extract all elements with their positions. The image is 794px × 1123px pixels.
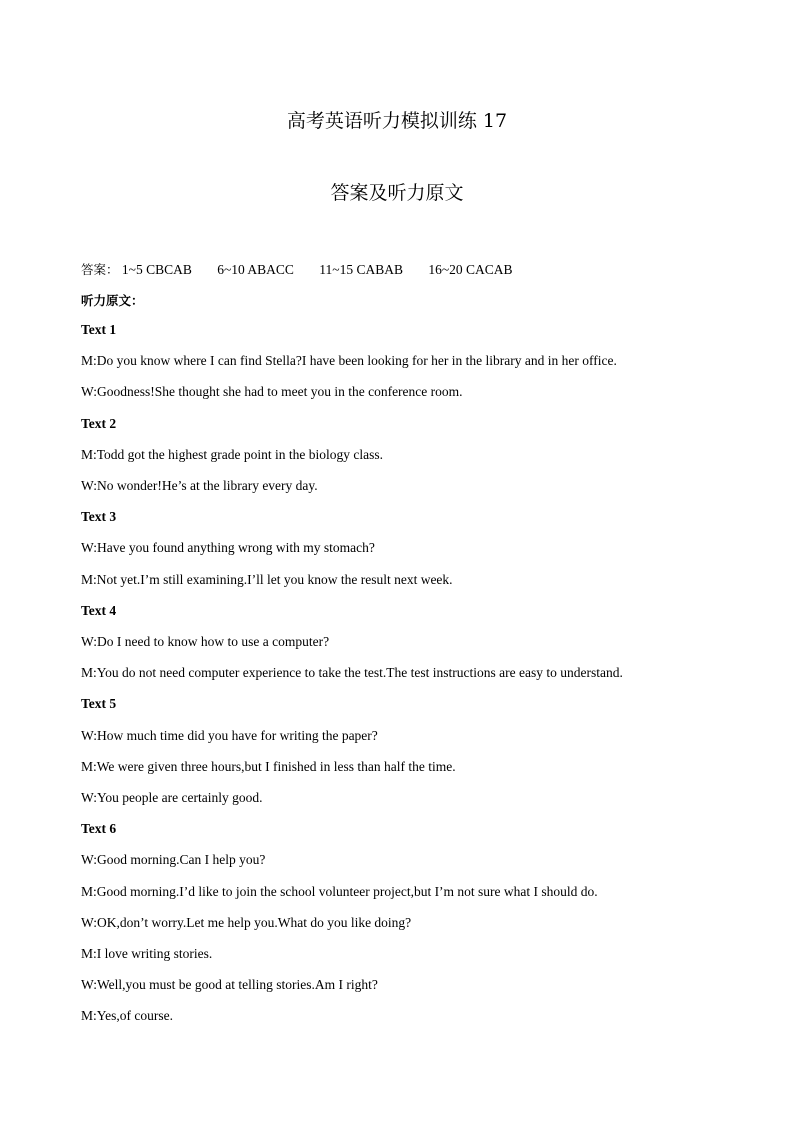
text-heading: Text 1 [81, 322, 117, 337]
dialogue-line: W:OK,don’t worry.Let me help you.What do you like doing? [81, 915, 412, 930]
document-subtitle: 答案及听力原文 [330, 182, 464, 204]
dialogue-line: W:Have you found anything wrong with my stomach? [81, 540, 375, 555]
answer-group: 6~10 ABACC [217, 262, 294, 277]
dialogue-line: W:How much time did you have for writing the paper? [81, 728, 378, 743]
text-heading: Text 5 [81, 696, 117, 711]
text-heading: Text 4 [81, 603, 117, 618]
answer-label: 答案： [81, 262, 119, 277]
dialogue-line: W:Well,you must be good at telling stories.Am I right? [81, 977, 378, 992]
text-heading: Text 2 [81, 416, 117, 431]
text-heading: Text 6 [81, 821, 117, 836]
dialogue-line: M:Todd got the highest grade point in the biology class. [81, 447, 384, 462]
document-title: 高考英语听力模拟训练 17 [286, 110, 508, 132]
answer-key [81, 260, 513, 278]
dialogue-line: W:Goodness!She thought she had to meet you in the conference room. [81, 384, 463, 399]
dialogue-line: W:You people are certainly good. [81, 790, 263, 805]
dialogue-line: W:No wonder!He’s at the library every day. [81, 478, 318, 493]
text-heading: Text 3 [81, 509, 117, 524]
dialogue-line: M:I love writing stories. [81, 946, 213, 961]
dialogue-line: M:Not yet.I’m still examining.I’ll let you know the result next week. [81, 572, 453, 587]
dialogue-line: W:Good morning.Can I help you? [81, 852, 266, 867]
dialogue-line: W:Do I need to know how to use a computer? [81, 634, 330, 649]
answer-group: 1~5 CBCAB [121, 262, 192, 277]
dialogue-line: M:You do not need computer experience to take the test.The test instructions are easy to understand. [81, 665, 623, 680]
dialogue-line: M:Good morning.I’d like to join the school volunteer project,but I’m not sure what I should do. [81, 884, 598, 899]
dialogue-line: M:Do you know where I can find Stella?I have been looking for her in the library and in her office. [81, 353, 617, 368]
dialogue-line: M:Yes,of course. [81, 1008, 174, 1023]
dialogue-line: M:We were given three hours,but I finished in less than half the time. [81, 759, 456, 774]
answer-group: 16~20 CACAB [428, 262, 513, 277]
answer-group: 11~15 CABAB [319, 262, 403, 277]
transcript-label: 听力原文： [81, 293, 144, 308]
